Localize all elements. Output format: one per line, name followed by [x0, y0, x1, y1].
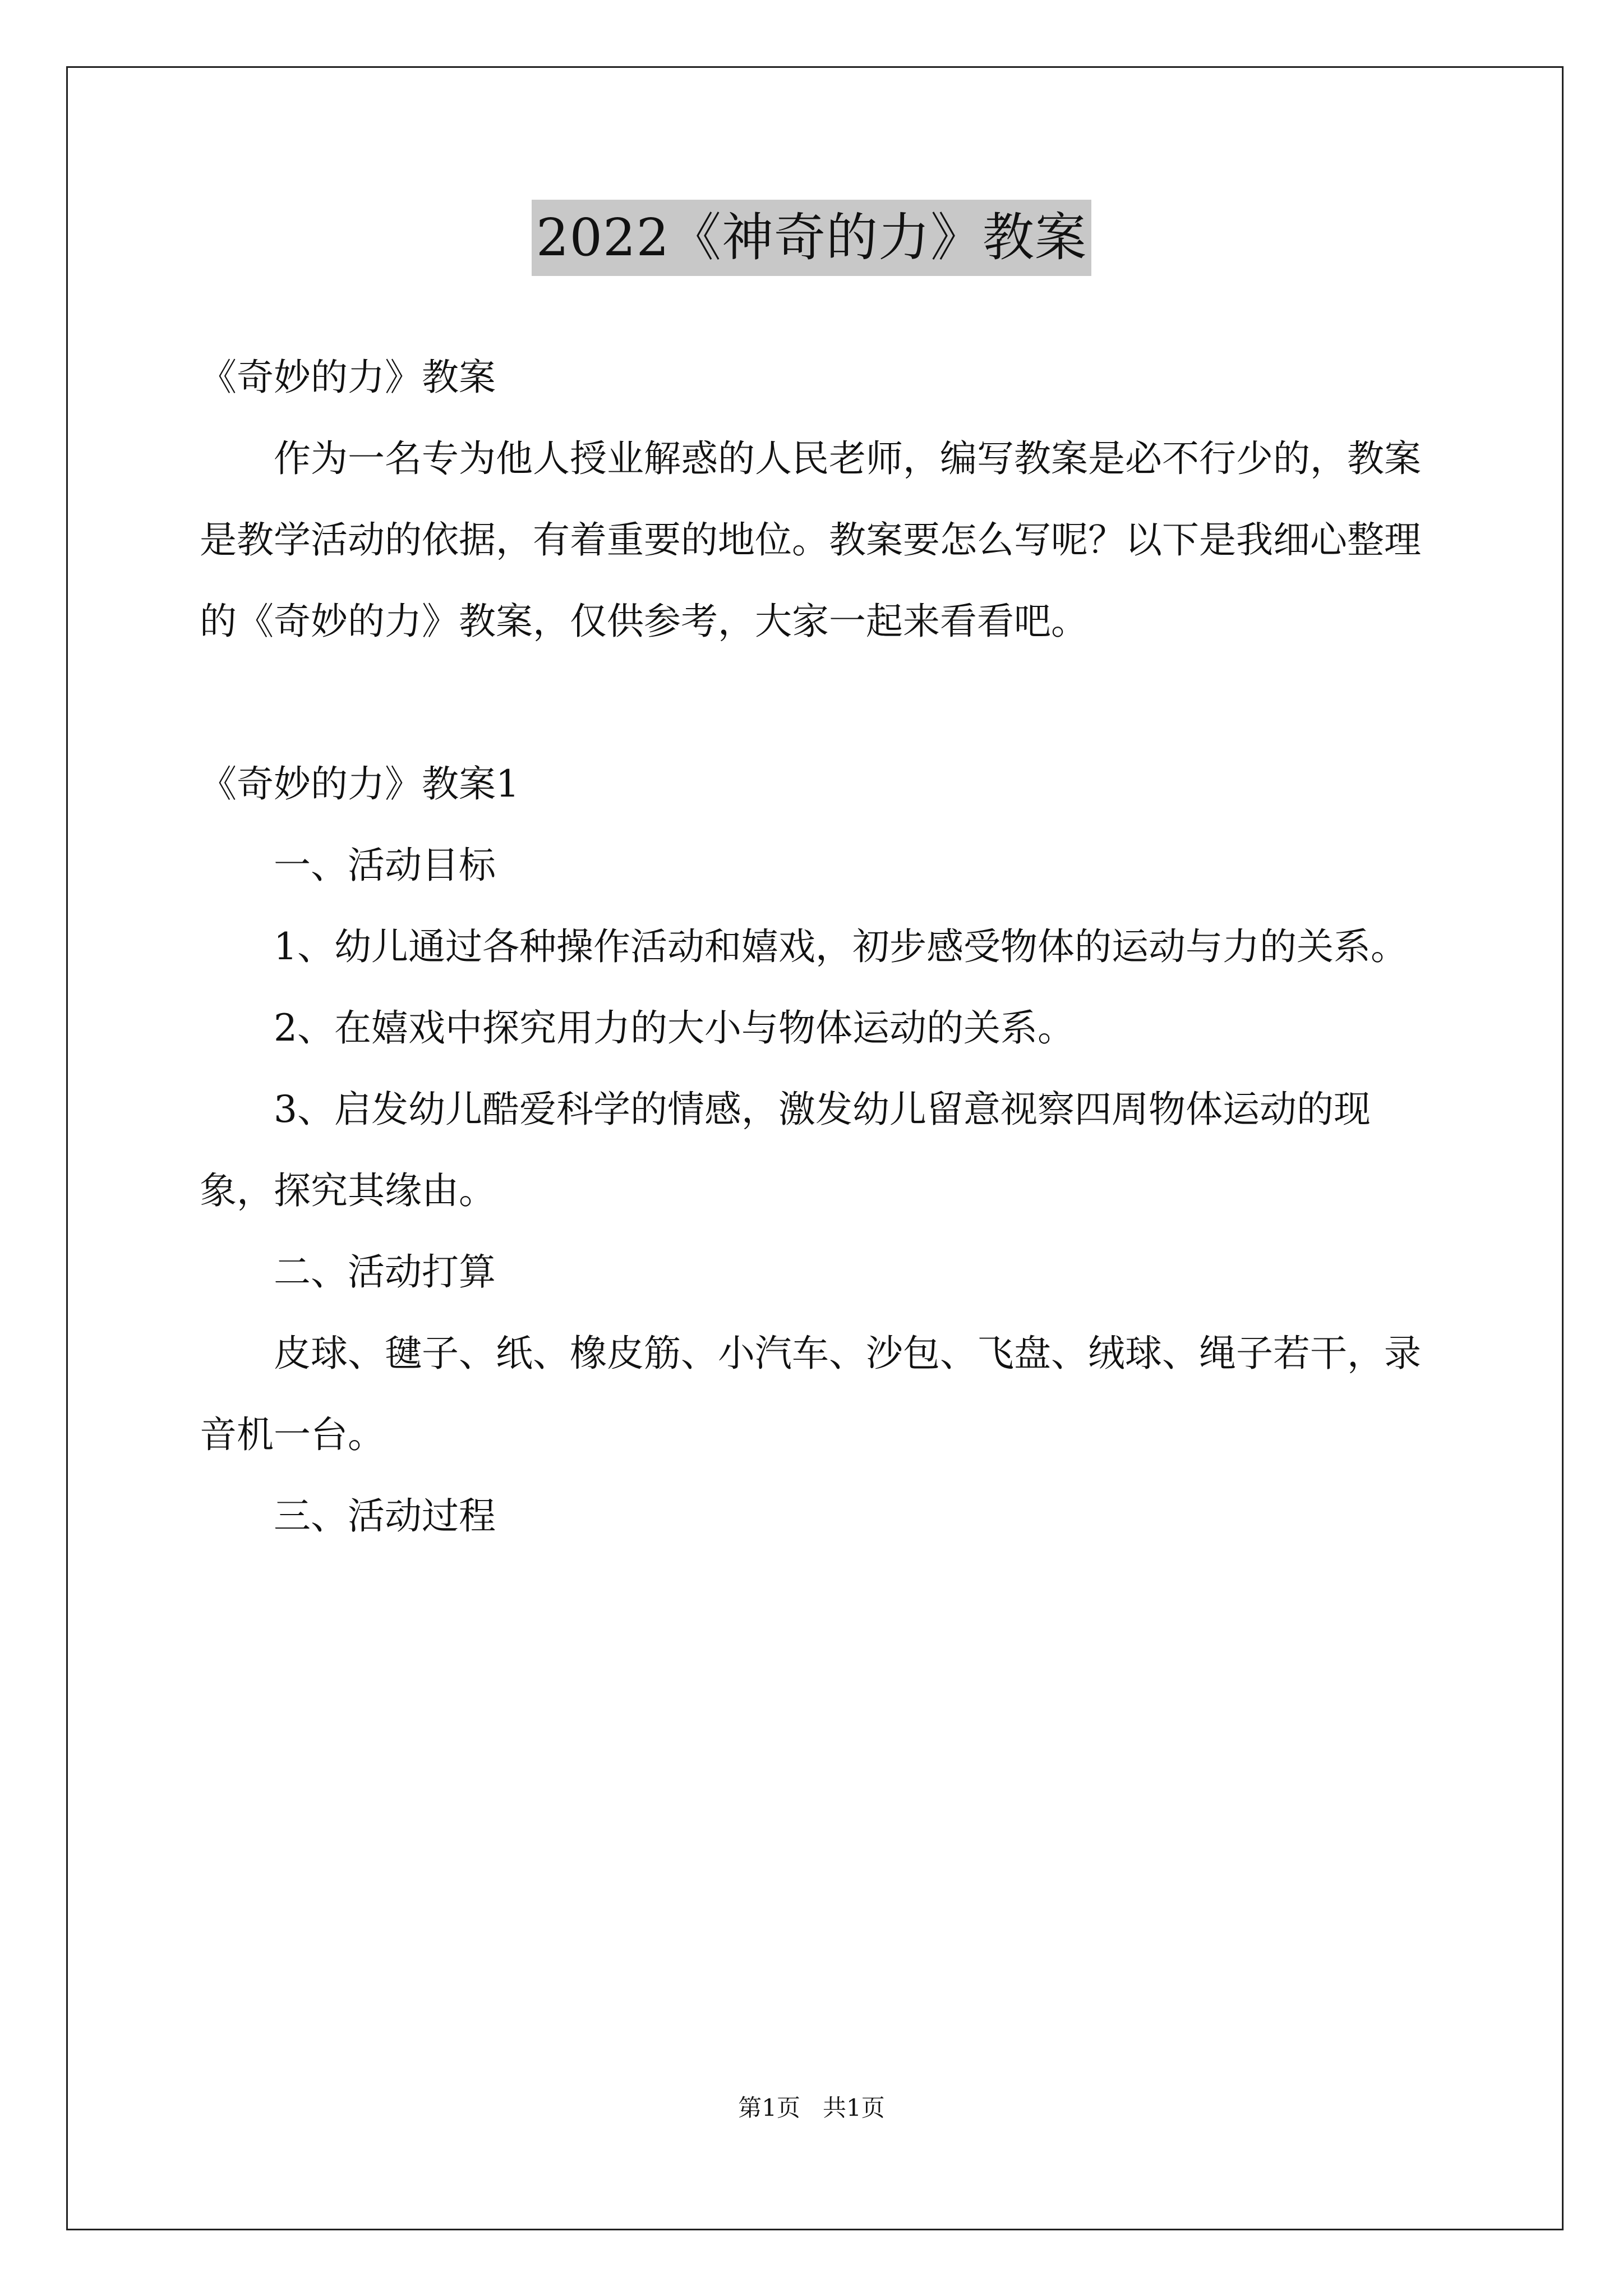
- subtitle-paragraph: 《奇妙的力》教案: [200, 356, 496, 399]
- goal-item-3: 3、启发幼儿酷爱科学的情感，激发幼儿留意视察四周物体运动的现象，探究其缘由。: [200, 1088, 1371, 1212]
- page-footer: [0, 2091, 1623, 2125]
- goal-item-2: 2、在嬉戏中探究用力的大小与物体运动的关系。: [274, 1006, 1075, 1050]
- prep-materials: 皮球、毽子、纸、橡皮筋、小汽车、沙包、飞盘、绒球、绳子若干，录音机一台。: [200, 1332, 1421, 1456]
- activity-process-heading: 三、活动过程: [274, 1494, 496, 1538]
- page-number: 第1页: [738, 2094, 800, 2122]
- intro-paragraph: 作为一名专为他人授业解惑的人民老师，编写教案是必不行少的，教案是教学活动的依据，有着重要的地位。教案要怎么写呢？以下是我细心整理的《奇妙的力》教案，仅供参考，大家一起来看看吧。: [200, 437, 1421, 643]
- goal-item-1: 1、幼儿通过各种操作活动和嬉戏，初步感受物体的运动与力的关系。: [274, 925, 1408, 968]
- document-title: 2022《神奇的力》教案: [532, 200, 1091, 276]
- section-heading-1: 《奇妙的力》教案1: [200, 762, 519, 806]
- page-total: 共1页: [823, 2094, 885, 2122]
- title-wrap: [0, 200, 1623, 276]
- document-body: [200, 337, 1433, 1557]
- activity-goals-heading: 一、活动目标: [274, 844, 496, 887]
- activity-prep-heading: 二、活动打算: [274, 1250, 496, 1294]
